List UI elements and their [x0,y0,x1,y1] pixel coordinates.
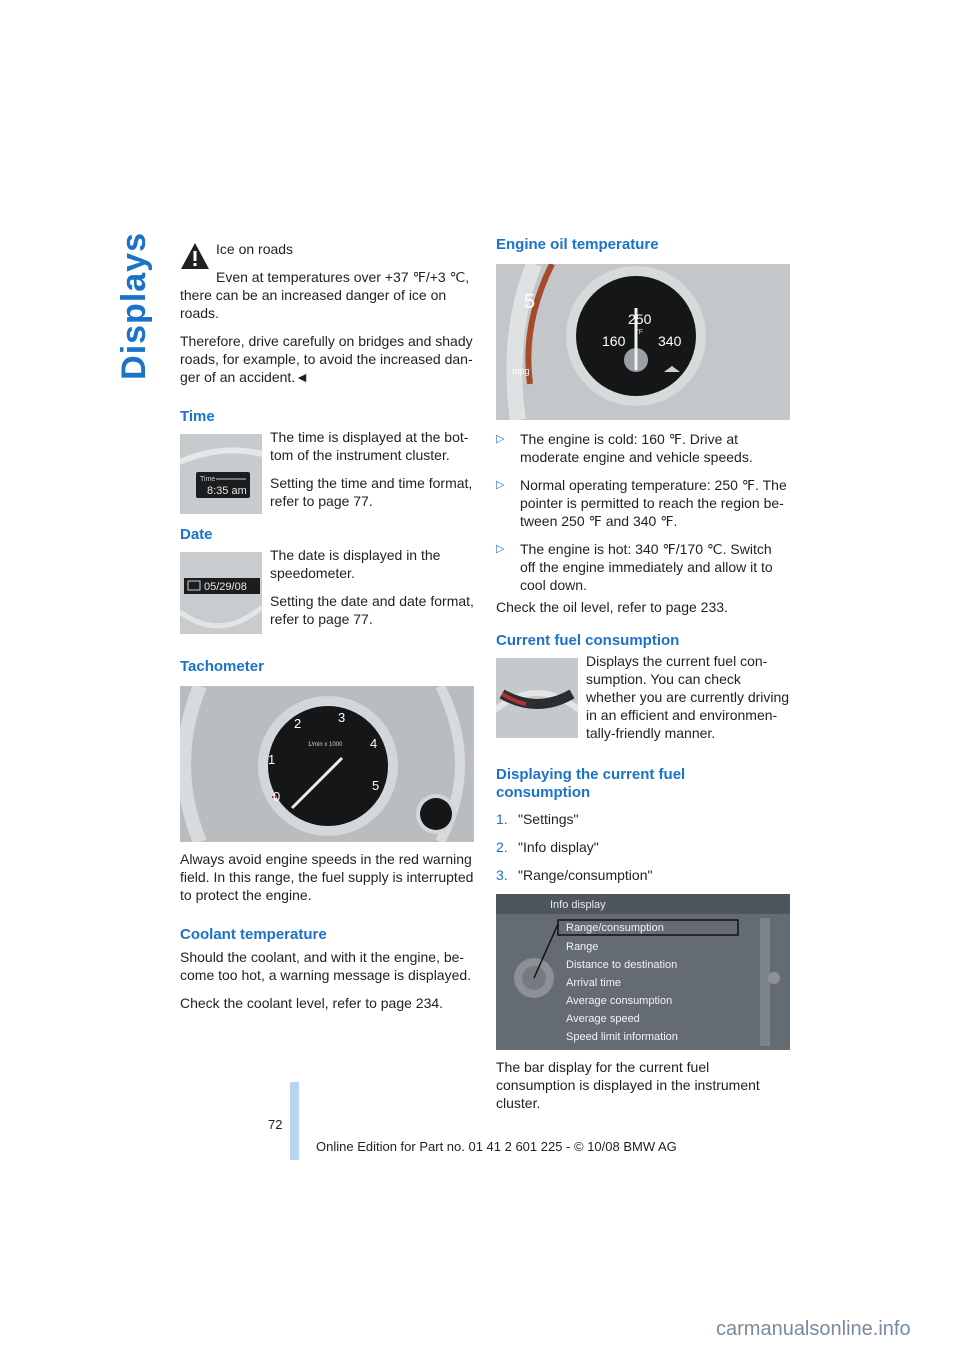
tachometer-photo [180,686,474,842]
menu-item-2: Distance to destination [566,959,678,971]
step-number: 1. [496,811,508,827]
oil-bullet-3 [496,540,790,594]
step-1-text: "Settings" [518,811,579,827]
left-column [180,240,474,1022]
oil-bullet-1-text: The engine is cold: 160 ℉. Drive at moderate engine and vehicle speeds. [520,431,753,465]
fuel-section [496,652,790,752]
tacho-num-3: 3 [338,710,346,725]
time-photo-label: Time [200,476,216,483]
tacho-num-0: 0 [273,789,281,804]
oil-gauge-340: 340 [658,333,682,349]
footer-text: Online Edition for Part no. 01 41 2 601 225 - © 10/08 BMW AG [316,1139,677,1154]
fuel-text: Displays the current fuel con- sumption. You can check whether you are currently driving in an efficient and environmen- tally-friendly manner. [586,653,790,741]
oil-heading: Engine oil temperature [496,236,659,253]
fuel-photo [496,658,578,738]
oil-bullet-1 [496,430,790,466]
date-text-2: Setting the date and date format, refer to page 77. [270,593,474,627]
tachometer-heading: Tachometer [180,658,264,675]
coolant-text-2: Check the coolant level, refer to page 234. [180,995,444,1011]
warning-line2: there can be an increased danger of ice on [180,287,447,303]
tacho-num-1: 1 [268,752,276,767]
tacho-label: 1/min x 1000 [308,742,343,748]
oil-after: Check the oil level, refer to page 233. [496,599,728,615]
menu-item-1: Range [566,941,599,953]
coolant-text-1: Should the coolant, and with it the engine, be- come too hot, a warning message is displayed. [180,949,472,983]
date-photo-value: 05/29/08 [204,581,247,593]
oil-bullet-2-text: Normal operating temperature: 250 ℉. The pointer is permitted to reach the region be- tween 250 ℉ and 340 ℉. [520,477,787,529]
fuel-subheading: Displaying the current fuel consumption [496,766,686,801]
oil-bullet-2 [496,476,790,530]
date-text-1: The date is displayed in the speedometer. [270,547,441,581]
tachometer-text: Always avoid engine speeds in the red warning field. In this range, the fuel supply is interrupted to protect the engine. [180,851,474,903]
right-column [496,236,790,1122]
bullet-icon: ▷ [496,479,505,491]
menu-item-0: Range/consumption [566,922,664,934]
date-heading: Date [180,526,213,543]
oil-speedo-num: 5 [524,291,536,313]
time-section [180,428,474,520]
oil-gauge-250: 250 [628,311,652,327]
fuel-after: The bar display for the current fuel consumption is displayed in the instrument cluster. [496,1059,760,1111]
time-photo-value: 8:35 am [207,485,247,497]
step-number: 2. [496,839,508,855]
menu-item-3: Arrival time [566,977,622,989]
footer-bar [290,1082,299,1160]
time-text-1: The time is displayed at the bot- tom of the instrument cluster. [270,429,469,463]
time-heading: Time [180,408,215,425]
step-number: 3. [496,867,508,883]
warning-icon [180,242,210,270]
tacho-num-5: 5 [372,778,380,793]
step-3-text: "Range/consumption" [518,867,653,883]
warning-line3: roads. [180,305,219,321]
oil-speedo-unit: mpg [512,366,530,376]
oil-gauge-photo [496,264,790,420]
chapter-title [113,232,155,380]
oil-gauge-160: 160 [602,333,626,349]
bullet-icon: ▷ [496,433,505,445]
watermark: carmanualsonline.info [716,1318,911,1340]
oil-gauge-unit: °F [636,329,644,336]
step-2 [496,838,790,856]
tacho-num-4: 4 [370,736,378,751]
menu-item-6: Speed limit information [566,1031,678,1043]
time-text-2: Setting the time and time format, refer to page 77. [270,475,473,509]
warning-para2: Therefore, drive carefully on bridges and shady roads, for example, to avoid the increased dan- ger of an accident.◄ [180,333,473,385]
warning-heading: Ice on roads [216,241,294,257]
info-display-screen [496,894,790,1050]
date-photo [180,552,262,634]
menu-item-5: Average speed [566,1013,640,1025]
date-section [180,546,474,644]
chapter-title-text: Displays [115,232,153,380]
step-1 [496,810,790,828]
fuel-heading: Current fuel consumption [496,632,680,649]
page-number: 72 [268,1117,283,1132]
time-photo [180,434,262,514]
tacho-num-2: 2 [294,716,302,731]
coolant-heading: Coolant temperature [180,926,327,943]
step-2-text: "Info display" [518,839,599,855]
oil-bullet-3-text: The engine is hot: 340 ℉/170 ℃. Switch off the engine immediately and allow it to cool down. [520,541,773,593]
step-3 [496,866,790,884]
warning-line1: Even at temperatures over +37 ℉/+3 ℃, [216,269,470,285]
bullet-icon: ▷ [496,543,505,555]
menu-title: Info display [550,899,606,911]
menu-item-4: Average consumption [566,995,673,1007]
